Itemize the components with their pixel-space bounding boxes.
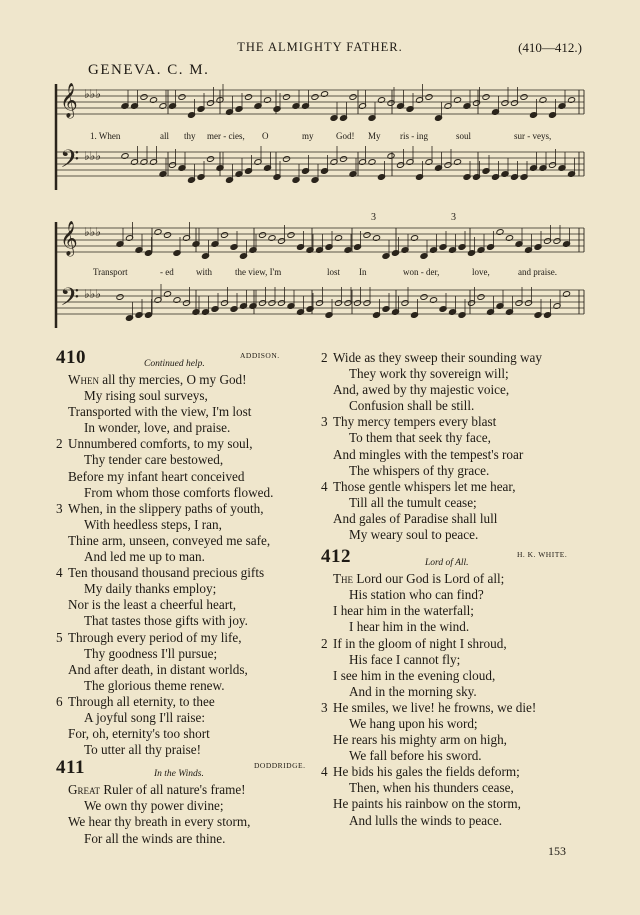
lyric-syllable: - ed [160,267,174,277]
line-text: Through every period of my life, [68,629,242,645]
verse-line [68,678,318,694]
line-text: Thy mercy tempers every blast [333,414,497,430]
line-text: Those gentle whispers let me hear, [333,478,516,494]
line-text: Thine arm, unseen, conveyed me safe, [68,532,271,548]
lyric-syllable: thy [184,131,196,141]
line-text: Lord our God is Lord of all; [353,571,505,587]
line-text: We fall before his sword. [349,748,482,764]
right-column [321,350,593,829]
hymn-410-text [56,372,318,758]
line-text: He rears his mighty arm on high, [333,732,507,748]
line-text: With heedless steps, I ran, [84,516,222,532]
hymn-411-heading [56,757,318,782]
verse-line [333,748,593,764]
verse-line [68,742,318,758]
verse-line [333,382,593,398]
verse-line [68,646,318,662]
verse-number: 2 [321,350,328,365]
verse-line [68,831,318,847]
lyric-syllable: God! [336,131,355,141]
note-head [220,232,228,239]
line-text: His station who can find? [349,587,484,603]
verse-line [333,571,593,587]
hymn-410-heading [56,347,318,372]
first-word: Great [68,782,101,798]
verse-number: 4 [321,764,328,780]
verse-line [321,350,593,366]
lyric-syllable: and praise. [518,267,557,277]
verse-number: 3 [321,414,328,430]
hymn-number: 412 [321,546,351,568]
note-head [258,232,266,239]
verse-line [56,629,318,646]
hymn-title: Lord of All. [425,558,469,569]
verse-line [68,533,318,549]
note-head [206,156,214,163]
verse-line [68,549,318,565]
hymn-411-continued-text [321,350,593,543]
line-text: And in the morning sky. [349,683,477,699]
verse-line [321,635,593,652]
line-text: And lulls the winds to peace. [349,812,503,828]
note-head [282,156,290,163]
verse-number: 6 [56,693,63,709]
verse-line [333,447,593,463]
verse-number: 4 [56,565,63,581]
line-text: They work thy sovereign will; [349,366,509,382]
line-text: He bids his gales the fields deform; [333,764,520,780]
line-text: The glorious theme renew. [84,677,225,693]
first-word: When [68,372,99,387]
line-text: Thy tender care bestowed, [84,452,224,468]
note-head [363,232,371,239]
line-text: Thy goodness I'll pursue; [84,645,218,661]
line-text: We hear thy breath in every storm, [68,814,251,830]
verse-number: 2 [321,635,328,651]
verse-line [333,780,593,796]
note-head [420,294,428,301]
lyric-syllable: soul [456,131,472,141]
line-text: That tastes those gifts with joy. [84,613,248,629]
verse-line [68,662,318,678]
lyric-syllable: my [302,131,314,141]
lyric-syllable: O [262,131,269,141]
line-text: I see him in the evening cloud, [333,667,496,683]
verse-line [333,398,593,414]
verse-line [333,511,593,527]
lyric-syllable: In [359,267,367,277]
key-signature-icon: ♭♭♭ [84,225,101,239]
lyric-syllable: the view, I'm [235,267,282,277]
verse-line [333,813,593,829]
treble-clef-icon: 𝄞 [60,221,78,256]
key-signature-icon: ♭♭♭ [84,149,101,163]
verse-line [333,716,593,732]
line-text: To utter all thy praise! [84,742,201,758]
verse-line [333,619,593,635]
lyric-syllable: My [368,131,381,141]
line-text: And mingles with the tempest's roar [333,446,524,462]
line-text: Nor is the least a cheerful heart, [68,597,237,613]
line-text: Ruler of all nature's frame! [100,782,246,798]
hymn-author: DODDRIDGE. [254,761,306,771]
line-text: He paints his rainbow on the storm, [333,796,521,812]
verse-line [68,798,318,814]
verse-line [56,693,318,710]
verse-line [333,495,593,511]
hymn-412-heading [321,546,593,571]
line-text: Unnumbered comforts, to my soul, [68,436,253,452]
first-word: The [333,571,354,587]
line-text: And gales of Paradise shall lull [333,510,498,526]
line-text: Wide as they sweep their sounding way [333,350,542,365]
note-head [425,94,433,101]
note-head [482,94,490,101]
triplet-mark: 3 [371,212,376,223]
left-column [56,347,318,847]
lyric-syllable: love, [472,267,490,277]
lyric-syllable: with [196,267,213,277]
verse-line [333,587,593,603]
hymn-411-text [68,782,318,846]
line-text: A joyful song I'll raise: [84,709,206,725]
hymn-412-text [321,571,593,829]
verse-line [333,603,593,619]
line-text: My weary soul to peace. [349,527,479,543]
note-head [244,94,252,101]
line-text: For, oh, eternity's too short [68,726,210,742]
verse-line [56,500,318,517]
page-number: 153 [548,844,566,858]
verse-line [68,469,318,485]
lyric-syllable: Transport [93,267,128,277]
lyric-syllable: all [160,131,169,141]
lyric-syllable: sur - veys, [514,131,552,141]
note-head [140,94,148,101]
line-text: Transported with the view, I'm lost [68,404,252,420]
verse-number: 3 [321,699,328,715]
verse-line [333,732,593,748]
line-text: In wonder, love, and praise. [84,420,231,436]
verse-line [321,478,593,495]
verse-line [68,782,318,798]
note-head [163,232,171,239]
line-text: We hang upon his word; [349,715,478,731]
line-text: When, in the slippery paths of youth, [68,500,264,516]
verse-line [68,814,318,830]
note-head [339,156,347,163]
verse-line [56,565,318,581]
treble-clef-icon: 𝄞 [60,83,78,118]
line-text: Ten thousand thousand precious gifts [68,565,265,581]
verse-line [56,436,318,452]
verse-number: 2 [56,436,63,452]
line-text: Before my infant heart conceived [68,468,245,484]
note-head [287,232,295,239]
line-text: And after death, in distant worlds, [68,661,248,677]
line-text: He smiles, we live! he frowns, we die! [333,699,537,715]
verse-line [68,372,318,388]
line-text: His face I cannot fly; [349,651,461,667]
note-head [282,94,290,101]
hymn-title: In the Winds. [154,769,204,780]
tune-name: GENEVA. C. M. [88,62,210,78]
verse-line [68,517,318,533]
note-head [311,94,319,101]
line-text: I hear him in the wind. [349,619,470,635]
triplet-mark: 3 [451,212,456,223]
verse-line [333,684,593,700]
verse-line [333,366,593,382]
hymn-number: 411 [56,757,85,779]
note-head [520,94,528,101]
line-text: all thy mercies, O my God! [98,372,247,387]
line-text: From whom those comforts flowed. [84,484,274,500]
line-text: My rising soul surveys, [84,388,208,404]
verse-line [321,699,593,716]
lyric-syllable: won - der, [403,267,440,277]
key-signature-icon: ♭♭♭ [84,87,101,101]
line-text: To them that seek thy face, [349,430,491,446]
bass-clef-icon: 𝄢 [60,145,80,180]
verse-line [68,404,318,420]
verse-line [333,463,593,479]
lyric-syllable: ris - ing [400,131,428,141]
verse-number: 3 [56,500,63,516]
verse-line [321,764,593,780]
note-head [178,94,186,101]
lyric-syllable: mer - cies, [207,131,245,141]
hymn-title: Continued help. [144,359,205,369]
verse-line [333,527,593,543]
line-text: Through all eternity, to thee [68,693,215,709]
verse-line [333,652,593,668]
line-text: And led me up to man. [84,549,205,565]
line-text: The whispers of thy grace. [349,462,490,478]
verse-line [68,581,318,597]
hymn-author: H. K. WHITE. [517,550,568,560]
verse-line [68,710,318,726]
lyric-syllable: lost [327,267,341,277]
key-signature-icon: ♭♭♭ [84,287,101,301]
verse-line [68,452,318,468]
hymn-author: ADDISON. [240,351,280,360]
verse-number: 5 [56,629,63,645]
verse-line [333,668,593,684]
verse-line [68,597,318,613]
line-text: Till all the tumult cease; [349,494,477,510]
verse-line [333,796,593,812]
note-head [349,94,357,101]
note-head [116,294,124,301]
line-text: Then, when his thunders cease, [349,780,514,796]
line-text: If in the gloom of night I shroud, [333,635,507,651]
bass-clef-icon: 𝄢 [60,283,80,318]
lyric-syllable: 1. When [90,131,121,141]
line-text: And, awed by thy majestic voice, [333,382,510,398]
line-text: We own thy power divine; [84,798,224,814]
verse-line [68,388,318,404]
line-text: Confusion shall be still. [349,398,475,414]
note-head [477,294,485,301]
verse-line [68,613,318,629]
running-header: THE ALMIGHTY FATHER. [237,40,403,54]
line-text: I hear him in the waterfall; [333,603,474,619]
verse-line [68,420,318,436]
line-text: My daily thanks employ; [84,581,217,597]
verse-number: 4 [321,478,328,494]
verse-line [321,414,593,430]
music-score [0,0,640,340]
hymn-range: (410—412.) [518,40,582,55]
verse-line [68,485,318,501]
line-text: For all the winds are thine. [84,830,226,846]
verse-line [333,430,593,446]
hymn-number: 410 [56,347,86,368]
verse-line [68,726,318,742]
